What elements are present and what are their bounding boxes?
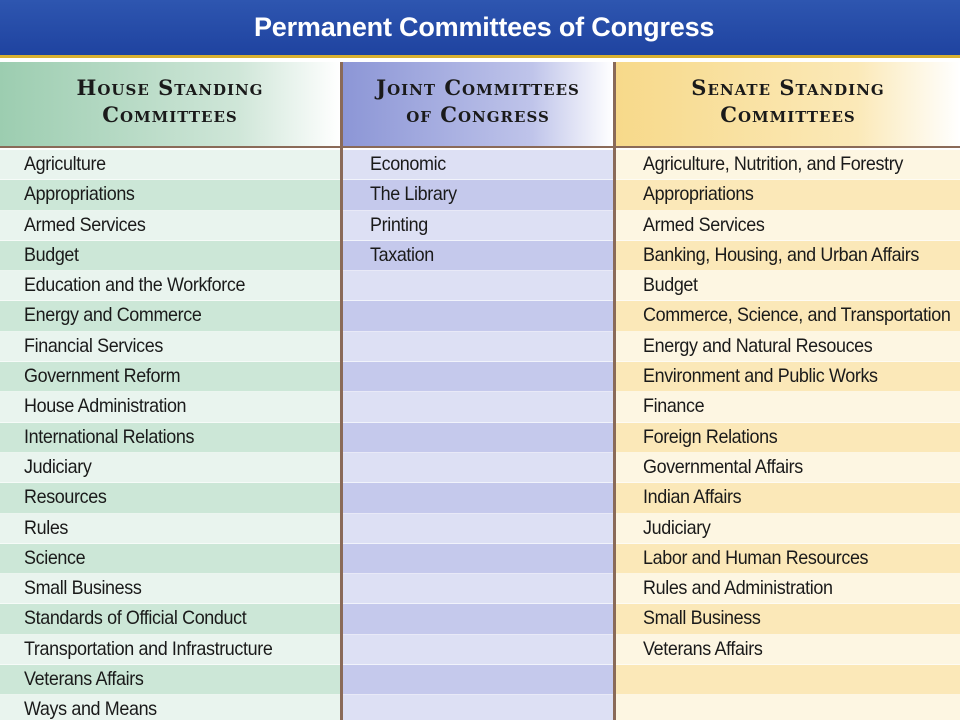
house-header-line1: House Standing — [76, 75, 264, 100]
committee-name: Energy and Commerce — [24, 304, 202, 327]
committee-row — [0, 332, 340, 362]
committee-row — [616, 301, 960, 331]
committee-name: International Relations — [24, 425, 195, 448]
committee-name: Education and the Workforce — [24, 274, 246, 297]
committee-row — [616, 423, 960, 453]
committee-row — [616, 635, 960, 665]
committee-name: Judiciary — [643, 516, 711, 539]
joint-column — [343, 62, 613, 720]
committee-row — [0, 211, 340, 241]
house-committee-list — [0, 150, 340, 720]
committee-name: Appropriations — [24, 183, 135, 206]
committee-row — [343, 241, 613, 271]
committee-name: Budget — [24, 243, 79, 266]
committee-row — [616, 211, 960, 241]
committee-name: Finance — [643, 395, 705, 418]
committee-name: Resources — [24, 486, 107, 509]
committee-row — [616, 392, 960, 422]
committee-row — [0, 483, 340, 513]
committee-name: Commerce, Science, and Transportation — [643, 304, 951, 327]
committee-name: Economic — [370, 153, 446, 175]
committee-row — [616, 483, 960, 513]
committee-name: Veterans Affairs — [643, 637, 763, 660]
committee-name: Indian Affairs — [643, 486, 742, 509]
committee-name: Rules — [24, 516, 69, 539]
committee-row — [0, 362, 340, 392]
committee-row — [343, 635, 613, 665]
committee-row — [0, 665, 340, 695]
committee-row — [343, 695, 613, 720]
house-column — [0, 62, 340, 720]
committee-row — [343, 665, 613, 695]
committee-name: Small Business — [643, 607, 761, 630]
committee-row — [343, 483, 613, 513]
committee-name: Small Business — [24, 577, 142, 600]
committee-row — [0, 604, 340, 634]
committee-name: Appropriations — [643, 183, 754, 206]
committee-name: The Library — [370, 183, 457, 206]
committee-row — [343, 211, 613, 241]
committee-name: Veterans Affairs — [24, 668, 144, 691]
joint-header-line2: of Congress — [406, 102, 550, 127]
committee-name: Banking, Housing, and Urban Affairs — [643, 243, 919, 266]
joint-header-text — [343, 74, 613, 128]
committee-row — [0, 271, 340, 301]
committee-row — [616, 574, 960, 604]
joint-header-line1: Joint Committees — [376, 75, 580, 100]
committee-row — [616, 332, 960, 362]
committee-row — [616, 271, 960, 301]
committee-name: Rules and Administration — [643, 577, 833, 600]
house-header-text — [0, 74, 340, 128]
committee-name: Armed Services — [643, 213, 765, 236]
committee-row — [343, 544, 613, 574]
committee-row — [616, 514, 960, 544]
committee-name: Labor and Human Resources — [643, 546, 869, 569]
committee-row — [616, 695, 960, 720]
committee-name: Transportation and Infrastructure — [24, 637, 273, 660]
committee-name: Agriculture — [24, 153, 106, 175]
committee-name: Foreign Relations — [643, 425, 778, 448]
house-header-line2: Committees — [102, 102, 238, 127]
committee-name: Science — [24, 546, 86, 569]
senate-header-line2: Committees — [720, 102, 856, 127]
committee-name: House Administration — [24, 395, 187, 418]
committee-row — [0, 241, 340, 271]
committee-row — [343, 514, 613, 544]
committee-row — [616, 362, 960, 392]
committee-row — [343, 301, 613, 331]
committee-name: Government Reform — [24, 365, 181, 388]
committee-name: Environment and Public Works — [643, 365, 878, 388]
committee-name: Taxation — [370, 243, 434, 266]
committee-row — [0, 453, 340, 483]
committee-row — [616, 180, 960, 210]
committee-row — [616, 241, 960, 271]
committee-row — [616, 544, 960, 574]
committee-row — [0, 423, 340, 453]
senate-header-line1: Senate Standing — [691, 75, 885, 100]
joint-committee-list — [343, 150, 613, 720]
committee-name: Armed Services — [24, 213, 146, 236]
committee-name: Governmental Affairs — [643, 455, 803, 478]
committee-name: Standards of Official Conduct — [24, 607, 247, 630]
committee-name: Financial Services — [24, 334, 163, 357]
senate-column — [616, 62, 960, 720]
page-title: Permanent Committees of Congress — [254, 12, 715, 42]
committee-name: Printing — [370, 213, 428, 236]
committee-name: Budget — [643, 274, 698, 297]
committee-row — [343, 392, 613, 422]
committee-row — [0, 392, 340, 422]
committee-name: Energy and Natural Resouces — [643, 334, 873, 357]
senate-header-text — [616, 74, 960, 128]
committee-row — [0, 695, 340, 720]
house-column-header — [0, 62, 340, 148]
committee-row — [343, 150, 613, 180]
senate-column-header — [616, 62, 960, 148]
committee-row — [343, 271, 613, 301]
committee-row — [0, 574, 340, 604]
committee-row — [343, 180, 613, 210]
title-bar — [0, 0, 960, 58]
committee-row — [616, 604, 960, 634]
committee-row — [616, 150, 960, 180]
committee-name: Agriculture, Nutrition, and Forestry — [643, 153, 903, 175]
committee-row — [0, 150, 340, 180]
committee-row — [0, 301, 340, 331]
committee-name: Judiciary — [24, 455, 92, 478]
committee-row — [0, 544, 340, 574]
committee-row — [343, 423, 613, 453]
committee-row — [343, 574, 613, 604]
committee-row — [343, 453, 613, 483]
committee-row — [616, 453, 960, 483]
committee-row — [343, 362, 613, 392]
committee-name: Ways and Means — [24, 698, 157, 720]
committee-row — [0, 635, 340, 665]
committee-row — [0, 514, 340, 544]
senate-committee-list — [616, 150, 960, 720]
committee-row — [0, 180, 340, 210]
committee-row — [616, 665, 960, 695]
committee-row — [343, 604, 613, 634]
committee-row — [343, 332, 613, 362]
joint-column-header — [343, 62, 613, 148]
